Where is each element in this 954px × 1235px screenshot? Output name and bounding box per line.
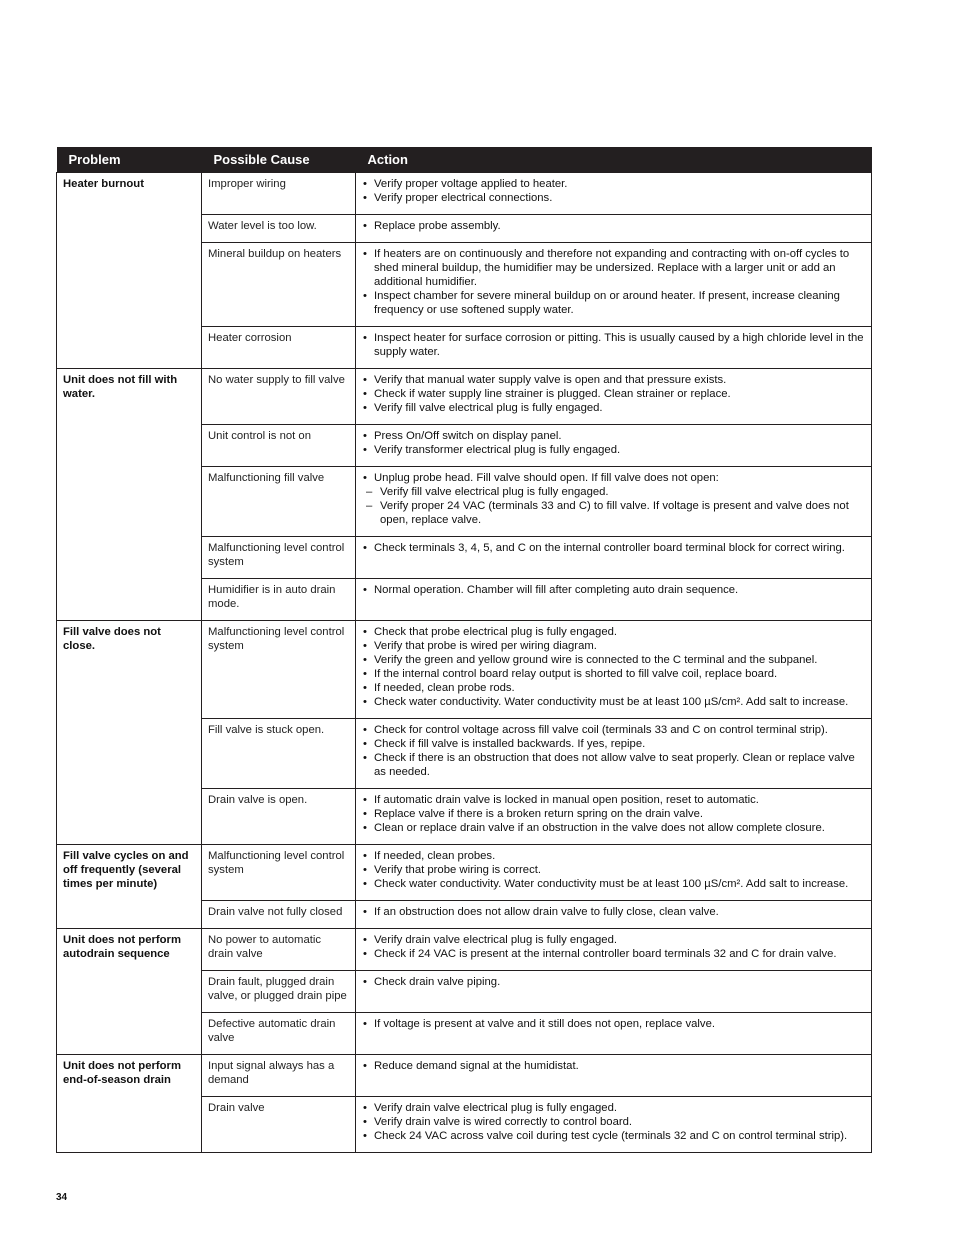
action-item: • Check if there is an obstruction that does not allow valve to seat properly. Clean or replace valve as needed. [363,751,865,779]
action-cell [356,1055,872,1097]
action-item: • Replace probe assembly. [363,219,865,233]
action-item: • If the internal control board relay output is shorted to fill valve coil, replace board. [363,667,865,681]
action-item: • Verify transformer electrical plug is fully engaged. [363,443,865,457]
action-item: • Verify drain valve electrical plug is fully engaged. [363,1101,865,1115]
action-item: • Verify that manual water supply valve is open and that pressure exists. [363,373,865,387]
action-item: • Verify the green and yellow ground wire is connected to the C terminal and the subpanel. [363,653,865,667]
action-cell [356,621,872,719]
possible-cause-cell: Malfunctioning fill valve [202,467,356,537]
action-item: • Verify drain valve electrical plug is fully engaged. [363,933,865,947]
action-item: • Inspect chamber for severe mineral buildup on or around heater. If present, increase cleaning frequency or use softened supply water. [363,289,865,317]
table-body [57,173,872,1153]
action-item: • Check if water supply line strainer is plugged. Clean strainer or replace. [363,387,865,401]
table-row [57,369,872,425]
action-item: • Verify proper voltage applied to heater. [363,177,865,191]
action-item: • If voltage is present at valve and it still does not open, replace valve. [363,1017,865,1031]
possible-cause-cell: Malfunctioning level control system [202,621,356,719]
action-cell [356,215,872,243]
action-cell [356,901,872,929]
problem-cell: Unit does not fill with water. [57,369,202,621]
action-cell [356,845,872,901]
action-cell [356,1097,872,1153]
action-item: • Clean or replace drain valve if an obstruction in the valve does not allow complete closure. [363,821,865,835]
action-cell [356,929,872,971]
action-item: • Check for control voltage across fill valve coil (terminals 33 and C on control terminal strip). [363,723,865,737]
possible-cause-cell: No power to automatic drain valve [202,929,356,971]
action-item: • If needed, clean probes. [363,849,865,863]
action-cell [356,173,872,215]
action-item: • Verify that probe wiring is correct. [363,863,865,877]
problem-cell: Heater burnout [57,173,202,369]
action-item: • Check if 24 VAC is present at the internal controller board terminals 32 and C for drain valve. [363,947,865,961]
header-possible-cause: Possible Cause [202,147,356,173]
action-item: • Normal operation. Chamber will fill after completing auto drain sequence. [363,583,865,597]
action-item: • Inspect heater for surface corrosion or pitting. This is usually caused by a high chloride level in the supply water. [363,331,865,359]
action-item: • Reduce demand signal at the humidistat. [363,1059,865,1073]
problem-cell: Unit does not perform autodrain sequence [57,929,202,1055]
action-cell [356,789,872,845]
action-cell [356,369,872,425]
action-item: • Unplug probe head. Fill valve should open. If fill valve does not open: [363,471,865,485]
action-item: • Check water conductivity. Water conductivity must be at least 100 µS/cm². Add salt to increase. [363,877,865,891]
problem-cell: Fill valve does not close. [57,621,202,845]
action-sub-item: – Verify proper 24 VAC (terminals 33 and C) to fill valve. If voltage is present and valve does not open, replace valve. [363,499,865,527]
table-row [57,621,872,719]
header-action: Action [356,147,872,173]
possible-cause-cell: Drain valve is open. [202,789,356,845]
possible-cause-cell: Fill valve is stuck open. [202,719,356,789]
action-item: • Check water conductivity. Water conductivity must be at least 100 µS/cm². Add salt to increase. [363,695,865,709]
action-cell [356,537,872,579]
possible-cause-cell: Drain valve [202,1097,356,1153]
problem-cell: Fill valve cycles on and off frequently (several times per minute) [57,845,202,929]
action-item: • Verify proper electrical connections. [363,191,865,205]
action-item: • If heaters are on continuously and therefore not expanding and contracting with on-off cycles to shed mineral buildup, the humidifier may be undersized. Replace with a larger unit or add an additional humidifier. [363,247,865,289]
action-item: • Verify drain valve is wired correctly to control board. [363,1115,865,1129]
troubleshooting-table [56,147,872,1153]
action-item: • Replace valve if there is a broken return spring on the drain valve. [363,807,865,821]
header-problem: Problem [57,147,202,173]
possible-cause-cell: Improper wiring [202,173,356,215]
page-number: 34 [56,1192,68,1203]
action-sub-item: – Verify fill valve electrical plug is fully engaged. [363,485,865,499]
action-cell [356,243,872,327]
possible-cause-cell: No water supply to fill valve [202,369,356,425]
possible-cause-cell: Drain fault, plugged drain valve, or plugged drain pipe [202,971,356,1013]
table-row [57,173,872,215]
table-row [57,845,872,901]
action-cell [356,467,872,537]
action-cell [356,579,872,621]
action-item: • Check if fill valve is installed backwards. If yes, repipe. [363,737,865,751]
action-item: • Press On/Off switch on display panel. [363,429,865,443]
action-item: • Check drain valve piping. [363,975,865,989]
possible-cause-cell: Water level is too low. [202,215,356,243]
table-row [57,929,872,971]
possible-cause-cell: Unit control is not on [202,425,356,467]
possible-cause-cell: Defective automatic drain valve [202,1013,356,1055]
action-item: • Verify that probe is wired per wiring diagram. [363,639,865,653]
action-cell [356,719,872,789]
possible-cause-cell: Heater corrosion [202,327,356,369]
action-cell [356,1013,872,1055]
action-item: • If automatic drain valve is locked in manual open position, reset to automatic. [363,793,865,807]
table-header [57,147,872,173]
action-item: • Check that probe electrical plug is fully engaged. [363,625,865,639]
possible-cause-cell: Humidifier is in auto drain mode. [202,579,356,621]
problem-cell: Unit does not perform end-of-season drain [57,1055,202,1153]
action-item: • Check 24 VAC across valve coil during test cycle (terminals 32 and C on control terminal strip). [363,1129,865,1143]
action-item: • Check terminals 3, 4, 5, and C on the internal controller board terminal block for correct wiring. [363,541,865,555]
action-cell [356,425,872,467]
action-item: • If needed, clean probe rods. [363,681,865,695]
possible-cause-cell: Drain valve not fully closed [202,901,356,929]
action-item: • If an obstruction does not allow drain valve to fully close, clean valve. [363,905,865,919]
action-item: • Verify fill valve electrical plug is fully engaged. [363,401,865,415]
action-cell [356,327,872,369]
possible-cause-cell: Malfunctioning level control system [202,845,356,901]
possible-cause-cell: Malfunctioning level control system [202,537,356,579]
possible-cause-cell: Input signal always has a demand [202,1055,356,1097]
action-cell [356,971,872,1013]
possible-cause-cell: Mineral buildup on heaters [202,243,356,327]
table-row [57,1055,872,1097]
